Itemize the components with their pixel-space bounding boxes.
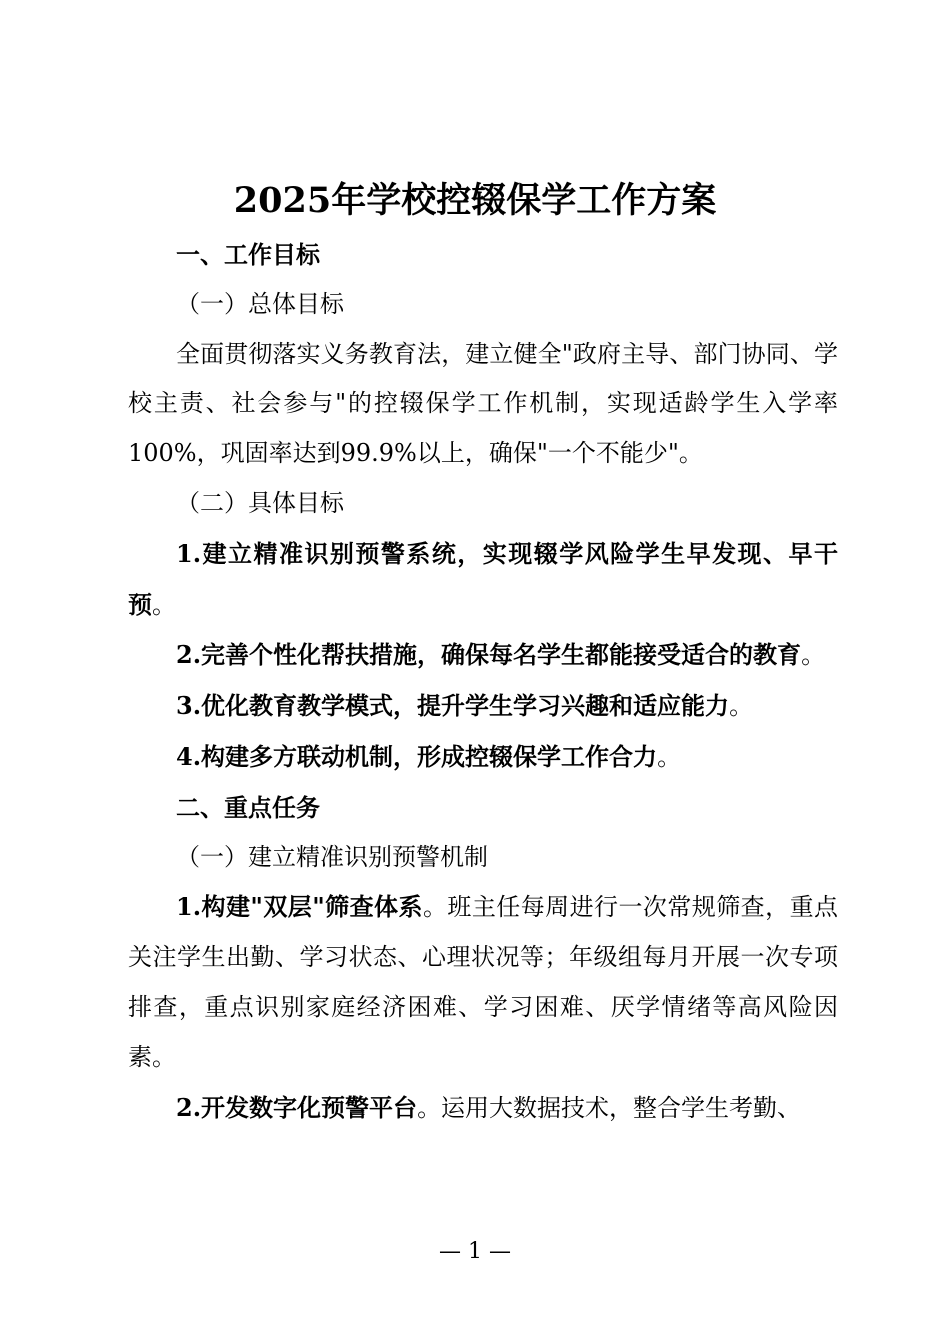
- section-heading-1: 一、工作目标: [176, 240, 320, 269]
- task-item-1-text: 。班主任每周进行一次常规筛查，重点关注学生出勤、学习状态、心理状况等；年级组每月开展一次专项排查，重点识别家庭经济困难、学习困难、厌学情绪等高风险因素。: [128, 893, 839, 1071]
- section-heading-2: 二、重点任务: [176, 792, 320, 822]
- goal-item-3-text: 3.优化教育教学模式，提升学生学习兴趣和适应能力: [176, 691, 730, 721]
- goal-item-1: [128, 529, 838, 631]
- goal-item-4: [128, 732, 838, 783]
- document-body: [128, 230, 838, 1133]
- goal-item-1-tail: 。: [152, 590, 176, 619]
- goal-item-1-text: 1.建立精准识别预警系统，实现辍学风险学生早发现、早干预: [128, 538, 838, 619]
- goal-item-4-tail: 。: [657, 742, 682, 771]
- paragraph-overall-goal: 全面贯彻落实义务教育法，建立健全"政府主导、部门协同、学校主责、社会参与"的控辍保学工作机制，实现适龄学生入学率100%，巩固率达到99.9%以上，确保"一个不能少"。: [128, 339, 838, 468]
- document-title: 2025年学校控辍保学工作方案: [233, 180, 717, 221]
- goal-item-3: [128, 681, 838, 732]
- subheading-overall-goal: （一）总体目标: [176, 289, 344, 318]
- page-number: — 1 —: [439, 1239, 511, 1264]
- goal-item-2-text: 2.完善个性化帮扶措施，确保每名学生都能接受适合的教育: [176, 640, 802, 670]
- task-item-2-text: 。运用大数据技术，整合学生考勤、: [417, 1093, 802, 1122]
- goal-item-4-text: 4.构建多方联动机制，形成控辍保学工作合力: [176, 741, 658, 771]
- task-item-1: [128, 882, 838, 1082]
- goal-item-3-tail: 。: [729, 692, 754, 721]
- subheading-specific-goals: （二）具体目标: [176, 488, 344, 517]
- task-item-2: [128, 1083, 838, 1134]
- goal-item-2: [128, 630, 838, 681]
- task-item-2-lead: 2.开发数字化预警平台: [176, 1092, 418, 1122]
- task-item-1-lead: 1.构建"双层"筛查体系: [176, 892, 423, 922]
- subheading-early-warning: （一）建立精准识别预警机制: [176, 842, 488, 871]
- goal-item-2-tail: 。: [801, 641, 826, 670]
